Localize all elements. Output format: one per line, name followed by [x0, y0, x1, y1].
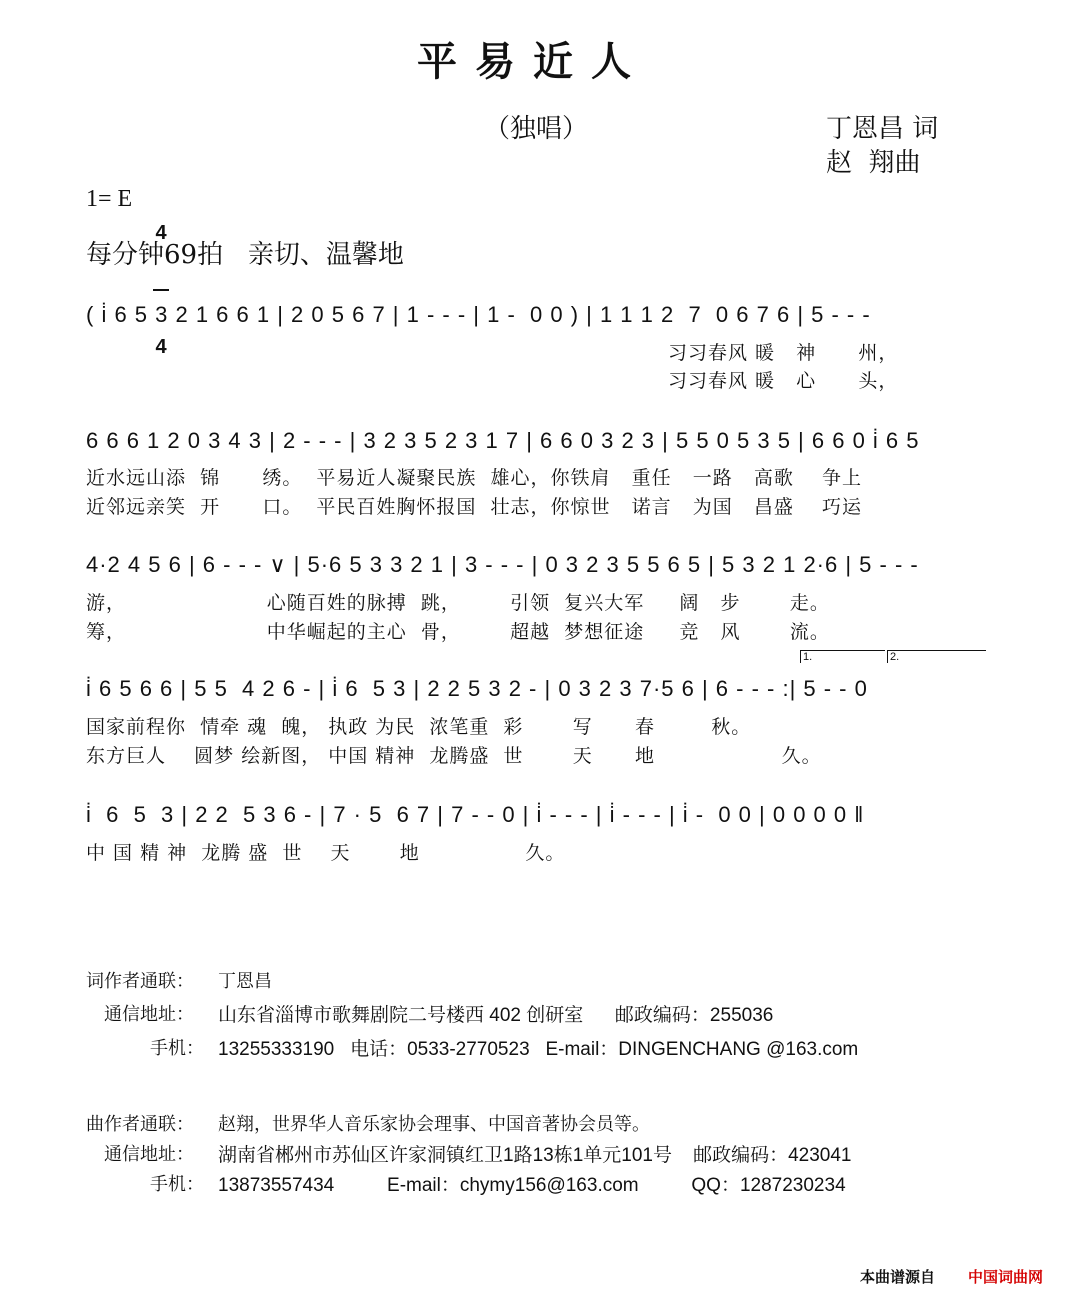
lyricist-credit: 丁恩昌 词: [826, 114, 939, 144]
composer-phone: 13873557434 E-mail：chymy156@163.com QQ：1287230234: [218, 1175, 846, 1196]
composer-address-label: 通信地址：: [104, 1144, 194, 1165]
source-site-link[interactable]: 中国词曲网: [968, 1268, 1044, 1286]
lyric-row-4-verse-2: 东方巨人 圆梦 绘新图， 中国 精神 龙腾盛 世 天 地 久。: [86, 745, 822, 767]
composer-contact-info: 赵翔，世界华人音乐家协会理事、中国音著协会员等。: [218, 1114, 650, 1135]
notation-row-5: i̇ 6 5 3 | 2 2 5 3 6 - | 7 · 5 6 7 | 7 - - 0 | i̇ - - - | i̇ - - - | i̇ - 0 0 | 0 0 0 0 ‖: [86, 802, 865, 827]
composer-address: 湖南省郴州市苏仙区许家洞镇红卫1路13栋1单元101号 邮政编码：423041: [218, 1145, 852, 1166]
lyric-row-3-verse-2: 筹， 中华崛起的主心 骨， 超越 梦想征途 竞 风 流。: [86, 621, 830, 643]
time-signature: [153, 178, 169, 380]
lyric-row-4-verse-1: 国家前程你 情牵 魂 魄， 执政 为民 浓笔重 彩 写 春 秋。: [86, 716, 752, 738]
tempo-marking: 每分钟69拍 亲切、温馨地: [86, 240, 404, 270]
notation-row-1: ( i̇ 6 5 3 2 1 6 6 1 | 2 0 5 6 7 | 1 - - - | 1 - 0 0 ) | 1 1 1 2 7 0 6 7 6 | 5 - - -: [86, 302, 871, 327]
lyric-row-2-verse-2: 近邻远亲笑 开 口。 平民百姓胸怀报国 壮志，你惊世 诺言 为国 昌盛 巧运: [86, 496, 862, 518]
composer-contact-label: 曲作者通联：: [86, 1114, 194, 1135]
composer-credit: 赵 翔曲: [826, 148, 921, 178]
key-signature: 1= E: [86, 186, 133, 212]
notation-row-3: 4·2 4 5 6 | 6 - - - ∨ | 5·6 5 3 3 2 1 | 3 - - - | 0 3 2 3 5 5 6 5 | 5 3 2 1 2·6 | 5 - - -: [86, 552, 919, 577]
lyricist-address-label: 通信地址：: [104, 1004, 194, 1025]
lyric-row-3-verse-1: 游， 心随百姓的脉搏 跳， 引领 复兴大军 阔 步 走。: [86, 592, 830, 614]
time-signature-bottom: 4: [155, 336, 167, 358]
time-signature-top: 4: [155, 222, 167, 244]
lyricist-phone: 13255333190 电话：0533-2770523 E-mail：DINGENCHANG @163.com: [218, 1039, 859, 1060]
source-prefix: 本曲谱源自: [860, 1268, 936, 1286]
performance-type: （独唱）: [484, 114, 589, 144]
volta-first: 1.: [800, 650, 885, 663]
lyric-row-1-verse-1: 习习春风 暖 神 州，: [668, 342, 899, 364]
lyricist-phone-label: 手机：: [150, 1038, 204, 1059]
notation-row-4: i̇ 6 5 6 6 | 5 5 4 2 6 - | i̇ 6 5 3 | 2 2 5 3 2 - | 0 3 2 3 7·5 6 | 6 - - - :| 5 - - 0: [86, 676, 868, 701]
volta-second: 2.: [887, 650, 986, 663]
lyric-row-2-verse-1: 近水远山添 锦 绣。 平易近人凝聚民族 雄心，你铁肩 重任 一路 高歌 争上: [86, 467, 862, 489]
lyricist-address: 山东省淄博市歌舞剧院二号楼西 402 创研室 邮政编码：255036: [218, 1005, 774, 1026]
lyric-row-1-verse-2: 习习春风 暖 心 头，: [668, 370, 899, 392]
notation-row-2: 6 6 6 1 2 0 3 4 3 | 2 - - - | 3 2 3 5 2 3 1 7 | 6 6 0 3 2 3 | 5 5 0 5 3 5 | 6 6 0 i̇ 6 5: [86, 428, 920, 453]
lyricist-contact-name: 丁恩昌: [218, 971, 272, 992]
song-title: 平易近人: [417, 38, 649, 85]
lyricist-contact-label: 词作者通联：: [86, 971, 194, 992]
composer-phone-label: 手机：: [150, 1174, 204, 1195]
lyric-row-5: 中 国 精 神 龙腾 盛 世 天 地 久。: [86, 842, 566, 864]
